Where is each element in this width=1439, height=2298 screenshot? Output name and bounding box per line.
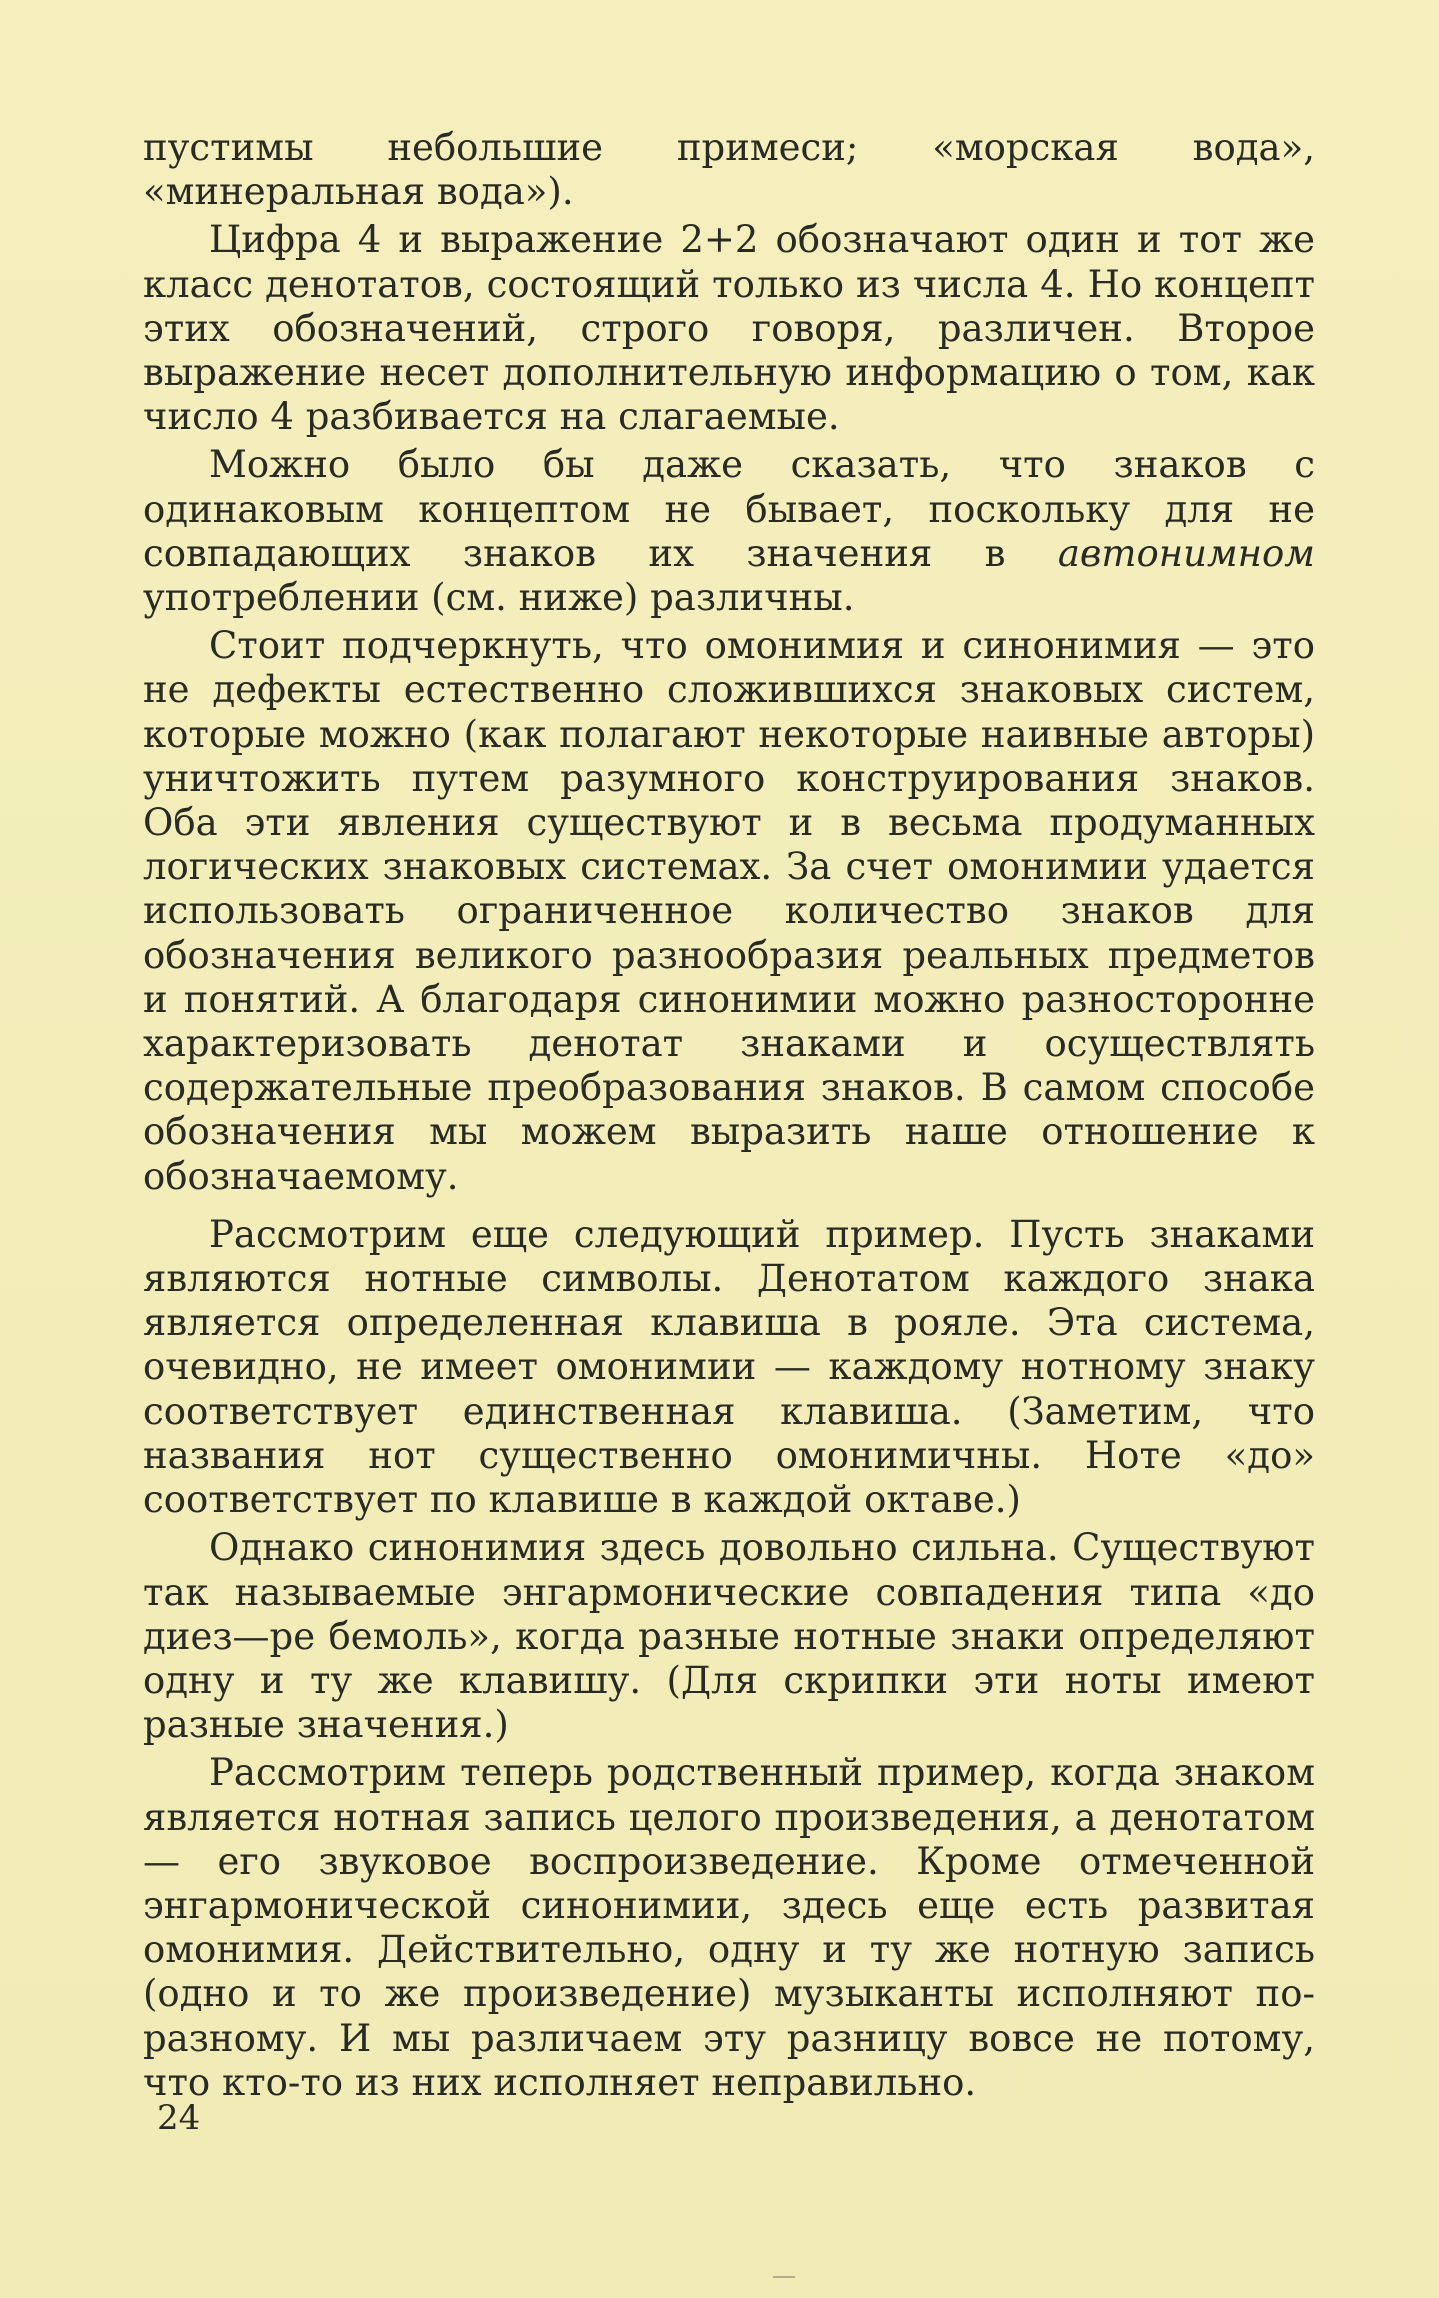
page-number: 24: [157, 2098, 201, 2138]
paragraph-continuation: пустимы небольшие примеси; «морская вода», «минеральная вода»).: [143, 126, 1315, 214]
paragraph-digit-four: Цифра 4 и выражение 2+2 обозначают один и тот же класс денотатов, состоящий только из числа 4. Но концепт этих обозначений, строго говоря, различен. Второе выражение несет дополнительную информацию о том, как число 4 разбивается на слагаемые.: [143, 218, 1315, 439]
italic-term: автонимном: [1057, 531, 1315, 575]
body-text: [143, 126, 1315, 2105]
paragraph-homonymy-synonymy: Стоит подчеркнуть, что омонимия и синонимия — это не дефекты естественно сложившихся знаковых систем, которые можно (как полагают некоторые наивные авторы) уничтожить путем разумного конструирования знаков. Оба эти явления существуют и в весьма продуманных логических знаковых системах. За счет омонимии удается использовать ограниченное количество знаков для обозначения великого разнообразия реальных предметов и понятий. А благодаря синонимии можно разносторонне характеризовать денотат знаками и осуществлять содержательные преобразования знаков. В самом способе обозначения мы можем выразить наше отношение к обозначаемому.: [143, 624, 1315, 1198]
paragraph-note-symbols: Рассмотрим еще следующий пример. Пусть знаками являются нотные символы. Денотатом каждого знака является определенная клавиша в рояле. Эта система, очевидно, не имеет омонимии — каждому нотному знаку соответствует единственная клавиша. (Заметим, что названия нот существенно омонимичны. Ноте «до» соответствует по клавише в каждой октаве.): [143, 1212, 1315, 1522]
paragraph-performance: Рассмотрим теперь родственный пример, когда знаком является нотная запись целого произведения, а денотатом — его звуковое воспроизведение. Кроме отмеченной энгармонической синонимии, здесь еще есть развитая омонимия. Действительно, одну и ту же нотную запись (одно и то же произведение) музыканты исполняют по-разному. И мы различаем эту разницу вовсе не потому, что кто-то из них исполняет неправильно.: [143, 1751, 1315, 2104]
print-mark: [773, 2276, 795, 2278]
paragraph-same-concept: Можно было бы даже сказать, что знаков с одинаковым концептом не бывает, поскольку для не совпадающих знаков их значения в автонимном употреблении (см. ниже) различны.: [143, 443, 1315, 620]
paragraph-enharmonic: Однако синонимия здесь довольно сильна. Существуют так называемые энгармонические совпадения типа «до диез—ре бемоль», когда разные нотные знаки определяют одну и ту же клавишу. (Для скрипки эти ноты имеют разные значения.): [143, 1526, 1315, 1747]
